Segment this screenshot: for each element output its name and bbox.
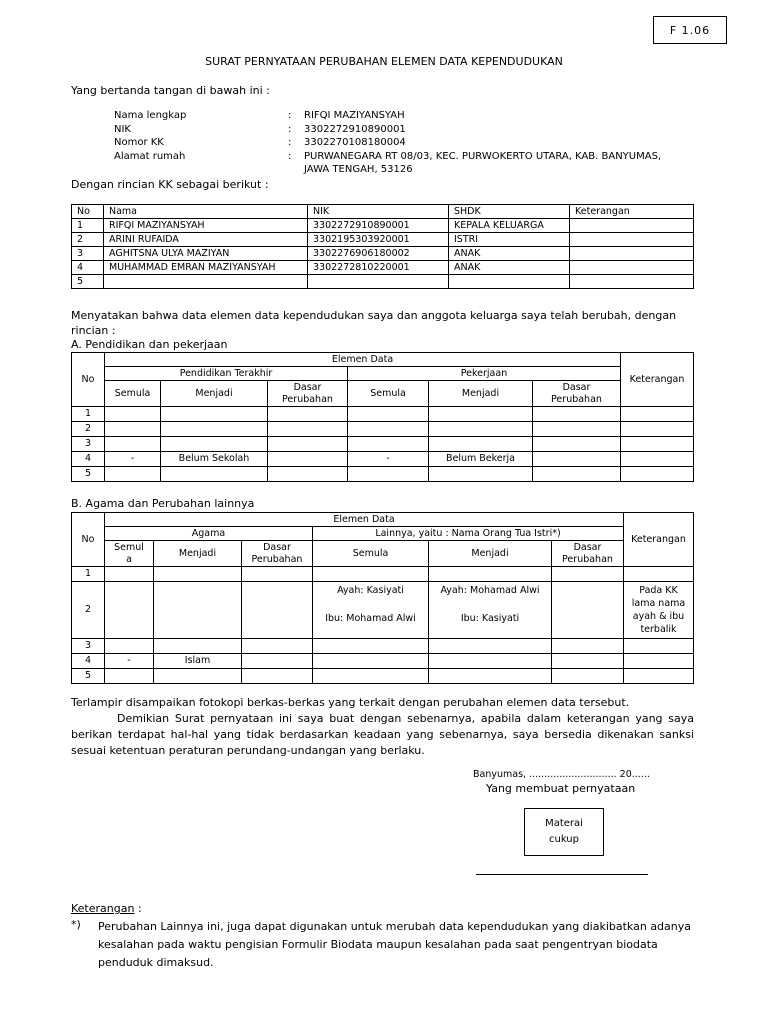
table-cell: Islam: [154, 654, 242, 669]
table-cell: [242, 654, 313, 669]
table-cell: [429, 669, 552, 684]
table-cell: [105, 422, 161, 437]
table-cell: ANAK: [449, 247, 570, 261]
table-row: [72, 467, 694, 482]
keterangan-line: lama nama: [631, 598, 686, 609]
identity-label: Nomor KK: [114, 137, 164, 148]
header-menjadi: Menjadi: [429, 381, 533, 407]
header-menjadi: Menjadi: [161, 381, 268, 407]
header-semula: Semula: [313, 541, 429, 567]
table-cell: [533, 437, 621, 452]
header-dasar-l2: Perubahan: [562, 553, 613, 565]
table-cell: [348, 407, 429, 422]
header-semula: [105, 541, 154, 567]
table-cell: KEPALA KELUARGA: [449, 219, 570, 233]
table-cell: [268, 422, 348, 437]
table-row: [72, 437, 694, 452]
identity-label: NIK: [114, 123, 131, 135]
stamp-duty-box: [524, 808, 604, 856]
section-b-heading: B. Agama dan Perubahan lainnya: [71, 497, 255, 510]
header-no: No: [72, 353, 105, 407]
identity-value: 3302272910890001: [304, 123, 406, 135]
table-cell: [154, 582, 242, 639]
identity-value: [304, 150, 661, 177]
table-cell: [429, 467, 533, 482]
table-row: [72, 669, 694, 684]
table-cell: [154, 639, 242, 654]
table-cell: [429, 639, 552, 654]
table-cell: [154, 567, 242, 582]
note-heading: Keterangan: [71, 902, 135, 915]
table-cell: [105, 407, 161, 422]
identity-row-address: [114, 150, 694, 177]
menjadi-father: Ayah: Mohamad Alwi: [440, 585, 540, 596]
table-header-row: [72, 367, 694, 381]
signature-line: [476, 874, 648, 875]
table-cell: [570, 219, 694, 233]
statement-line-2: rincian :: [71, 324, 116, 337]
semula-father: Ayah: Kasiyati: [337, 585, 404, 596]
identity-row-kk: [114, 136, 694, 150]
header-semula: Semula: [105, 381, 161, 407]
table-cell: [313, 567, 429, 582]
table-cell: [105, 437, 161, 452]
statement-line-1: Menyatakan bahwa data elemen data kependudukan saya dan anggota keluarga saya telah berubah, dengan: [71, 309, 677, 322]
table-header-row: [72, 527, 694, 541]
table-row: [72, 275, 694, 289]
table-cell: -: [105, 452, 161, 467]
table-cell: 5: [72, 467, 105, 482]
table-cell: [533, 452, 621, 467]
identity-sep: :: [288, 123, 292, 135]
table-cell: 1: [72, 407, 105, 422]
header-elemen-data: Elemen Data: [105, 513, 624, 527]
table-cell: 2: [72, 422, 105, 437]
header-cell: NIK: [308, 205, 449, 219]
keterangan-line: terbalik: [640, 624, 677, 635]
materai-label: cukup: [548, 834, 579, 845]
parents-menjadi-cell: [429, 582, 552, 639]
table-cell: [624, 639, 694, 654]
table-header-row: [72, 541, 694, 567]
table-row: [72, 567, 694, 582]
table-cell: 2: [72, 233, 104, 247]
note-line: penduduk dimaksud.: [98, 956, 214, 969]
table-cell: [268, 467, 348, 482]
table-cell: [429, 654, 552, 669]
keterangan-line: ayah & ibu: [632, 611, 685, 622]
table-cell: -: [105, 654, 154, 669]
table-row: [72, 247, 694, 261]
table-cell: 4: [72, 261, 104, 275]
header-dasar: [533, 381, 621, 407]
header-no: No: [72, 513, 105, 567]
table-cell: [348, 422, 429, 437]
table-cell: [313, 654, 429, 669]
header-pekerjaan: Pekerjaan: [348, 367, 621, 381]
row-number: 3: [72, 639, 105, 654]
table-cell: [313, 669, 429, 684]
identity-value: RIFQI MAZIYANSYAH: [304, 110, 405, 121]
table-cell: Belum Sekolah: [161, 452, 268, 467]
header-pendidikan: Pendidikan Terakhir: [105, 367, 348, 381]
table-cell: Belum Bekerja: [429, 452, 533, 467]
statement-text: [71, 308, 676, 338]
identity-block: [114, 109, 694, 177]
table-cell: [429, 437, 533, 452]
table-row: [72, 219, 694, 233]
form-code-box: [653, 16, 727, 44]
header-cell: Keterangan: [570, 205, 694, 219]
table-cell: [348, 467, 429, 482]
header-menjadi: Menjadi: [429, 541, 552, 567]
table-cell: [268, 407, 348, 422]
note-colon: :: [134, 902, 142, 915]
education-job-table: [71, 352, 694, 482]
header-keterangan: Keterangan: [621, 353, 694, 407]
table-cell: [105, 567, 154, 582]
table-cell: [570, 261, 694, 275]
identity-label: Alamat rumah: [114, 150, 186, 162]
table-cell: [621, 437, 694, 452]
table-cell: [161, 467, 268, 482]
document-title: SURAT PERNYATAAN PERUBAHAN ELEMEN DATA KEPENDUDUKAN: [205, 55, 563, 68]
header-semula-l1: Semul: [114, 541, 144, 553]
identity-sep: :: [288, 137, 292, 148]
table-cell: [552, 582, 624, 639]
table-cell: [429, 407, 533, 422]
header-cell: SHDK: [449, 205, 570, 219]
semula-mother: Ibu: Mohamad Alwi: [325, 613, 416, 624]
table-cell: ISTRI: [449, 233, 570, 247]
table-cell: [429, 422, 533, 437]
table-cell: [533, 422, 621, 437]
table-cell: 3302195303920001: [308, 233, 449, 247]
header-dasar: [242, 541, 313, 567]
note-body: [98, 918, 698, 972]
table-cell: [105, 582, 154, 639]
table-cell: [161, 437, 268, 452]
table-cell: [268, 452, 348, 467]
header-lainnya: Lainnya, yaitu : Nama Orang Tua Istri*): [313, 527, 624, 541]
table-cell: 3302272910890001: [308, 219, 449, 233]
table-header-row: [72, 513, 694, 527]
intro-text: Yang bertanda tangan di bawah ini :: [71, 84, 270, 97]
header-dasar: [552, 541, 624, 567]
table-cell: [268, 437, 348, 452]
table-cell: 3: [72, 247, 104, 261]
table-cell: 1: [72, 219, 104, 233]
table-cell: MUHAMMAD EMRAN MAZIYANSYAH: [104, 261, 308, 275]
place-date: Banyumas, ............................. 20......: [473, 769, 650, 780]
attachment-text: Terlampir disampaikan fotokopi berkas-berkas yang terkait dengan perubahan elemen data tersebut.: [71, 696, 630, 709]
materai-label: Materai: [545, 818, 583, 829]
row-number: 1: [72, 567, 105, 582]
header-dasar-l1: Dasar: [263, 541, 291, 553]
table-cell: [429, 567, 552, 582]
header-semula: Semula: [348, 381, 429, 407]
row-number: 4: [72, 654, 105, 669]
note-line: Perubahan Lainnya ini, juga dapat digunakan untuk merubah data kependudukan yang diakibatkan adanya: [98, 920, 692, 933]
row-number: 5: [72, 669, 105, 684]
table-cell: RIFQI MAZIYANSYAH: [104, 219, 308, 233]
header-elemen-data: Elemen Data: [105, 353, 621, 367]
table-cell: [242, 669, 313, 684]
table-cell: ARINI RUFAIDA: [104, 233, 308, 247]
header-dasar: [268, 381, 348, 407]
identity-value: 3302270108180004: [304, 137, 406, 148]
header-cell: Nama: [104, 205, 308, 219]
table-cell: [624, 567, 694, 582]
header-dasar-l2: Perubahan: [282, 393, 333, 405]
table-cell: [552, 567, 624, 582]
header-dasar-l1: Dasar: [573, 541, 602, 553]
table-cell: 4: [72, 452, 105, 467]
table-cell: [154, 669, 242, 684]
closing-paragraph: Demikian Surat pernyataan ini saya buat dengan sebenarnya, apabila dalam keterangan yang saya berikan terdapat hal-hal yang tidak berdasarkan keadaan yang sebenarnya, saya bersedia dikenakan sanksi sesuai ketentuan peraturan perundang-undangan yang berlaku.: [71, 712, 694, 757]
table-cell: [449, 275, 570, 289]
header-dasar-l2: Perubahan: [251, 553, 303, 565]
table-cell: [313, 639, 429, 654]
menjadi-mother: Ibu: Kasiyati: [460, 613, 520, 624]
table-cell: [242, 582, 313, 639]
table-header-row: [72, 205, 694, 219]
table-cell: 3: [72, 437, 105, 452]
address-line-1: PURWANEGARA RT 08/03, KEC. PURWOKERTO UTARA, KAB. BANYUMAS,: [304, 150, 662, 162]
header-agama: Agama: [105, 527, 313, 541]
table-cell: 3302276906180002: [308, 247, 449, 261]
table-cell: [621, 407, 694, 422]
keterangan-cell: [624, 582, 694, 639]
table-cell: [161, 422, 268, 437]
header-menjadi: Menjadi: [154, 541, 242, 567]
table-cell: 3302272810220001: [308, 261, 449, 275]
identity-row-name: [114, 109, 694, 123]
section-a-heading: A. Pendidikan dan pekerjaan: [71, 338, 228, 351]
note-heading-row: [71, 902, 142, 915]
table-cell: [105, 639, 154, 654]
table-cell: [624, 654, 694, 669]
table-cell: [624, 669, 694, 684]
table-cell: [533, 467, 621, 482]
table-cell: [621, 467, 694, 482]
table-cell: [242, 639, 313, 654]
table-cell: [242, 567, 313, 582]
table-row: [72, 422, 694, 437]
table-cell: [533, 407, 621, 422]
table-cell: ANAK: [449, 261, 570, 275]
table-row: [72, 582, 694, 639]
table-row: [72, 639, 694, 654]
religion-other-table: [71, 512, 694, 684]
identity-row-nik: [114, 123, 694, 137]
table-row: [72, 452, 694, 467]
table-cell: [570, 247, 694, 261]
table-header-row: [72, 353, 694, 367]
table-row: [72, 407, 694, 422]
table-cell: [105, 669, 154, 684]
table-row: [72, 654, 694, 669]
table-cell: [570, 233, 694, 247]
header-dasar-l1: Dasar: [293, 381, 322, 393]
header-semula-l2: a: [126, 553, 132, 565]
table-cell: -: [348, 452, 429, 467]
table-cell: [552, 639, 624, 654]
header-cell: No: [72, 205, 104, 219]
kk-heading: Dengan rincian KK sebagai berikut :: [71, 178, 269, 191]
row-number: 2: [72, 582, 105, 639]
address-line-2: JAWA TENGAH, 53126: [304, 164, 413, 175]
table-cell: [621, 452, 694, 467]
header-dasar-l1: Dasar: [562, 381, 591, 393]
table-cell: [104, 275, 308, 289]
note-marker: *): [71, 918, 81, 931]
signer-label: Yang membuat pernyataan: [486, 782, 636, 795]
parents-semula-cell: [313, 582, 429, 639]
table-header-row: [72, 381, 694, 407]
table-row: [72, 233, 694, 247]
header-dasar-l2: Perubahan: [551, 393, 602, 405]
table-row: [72, 261, 694, 275]
identity-label: Nama lengkap: [114, 110, 187, 121]
identity-sep: :: [288, 110, 292, 121]
table-cell: [308, 275, 449, 289]
table-cell: [105, 467, 161, 482]
table-cell: [161, 407, 268, 422]
keterangan-line: Pada KK: [639, 585, 678, 596]
note-line: kesalahan pada waktu pengisian Formulir Biodata maupun kesalahan pada saat pengentryan biodata: [98, 938, 658, 951]
form-code: F 1.06: [669, 23, 711, 37]
table-cell: AGHITSNA ULYA MAZIYAN: [104, 247, 308, 261]
identity-sep: :: [288, 150, 292, 162]
table-cell: [570, 275, 694, 289]
table-cell: [621, 422, 694, 437]
table-cell: [552, 654, 624, 669]
table-cell: [348, 437, 429, 452]
table-cell: 5: [72, 275, 104, 289]
table-cell: [552, 669, 624, 684]
header-keterangan: Keterangan: [624, 513, 694, 567]
kk-table: [71, 204, 694, 289]
